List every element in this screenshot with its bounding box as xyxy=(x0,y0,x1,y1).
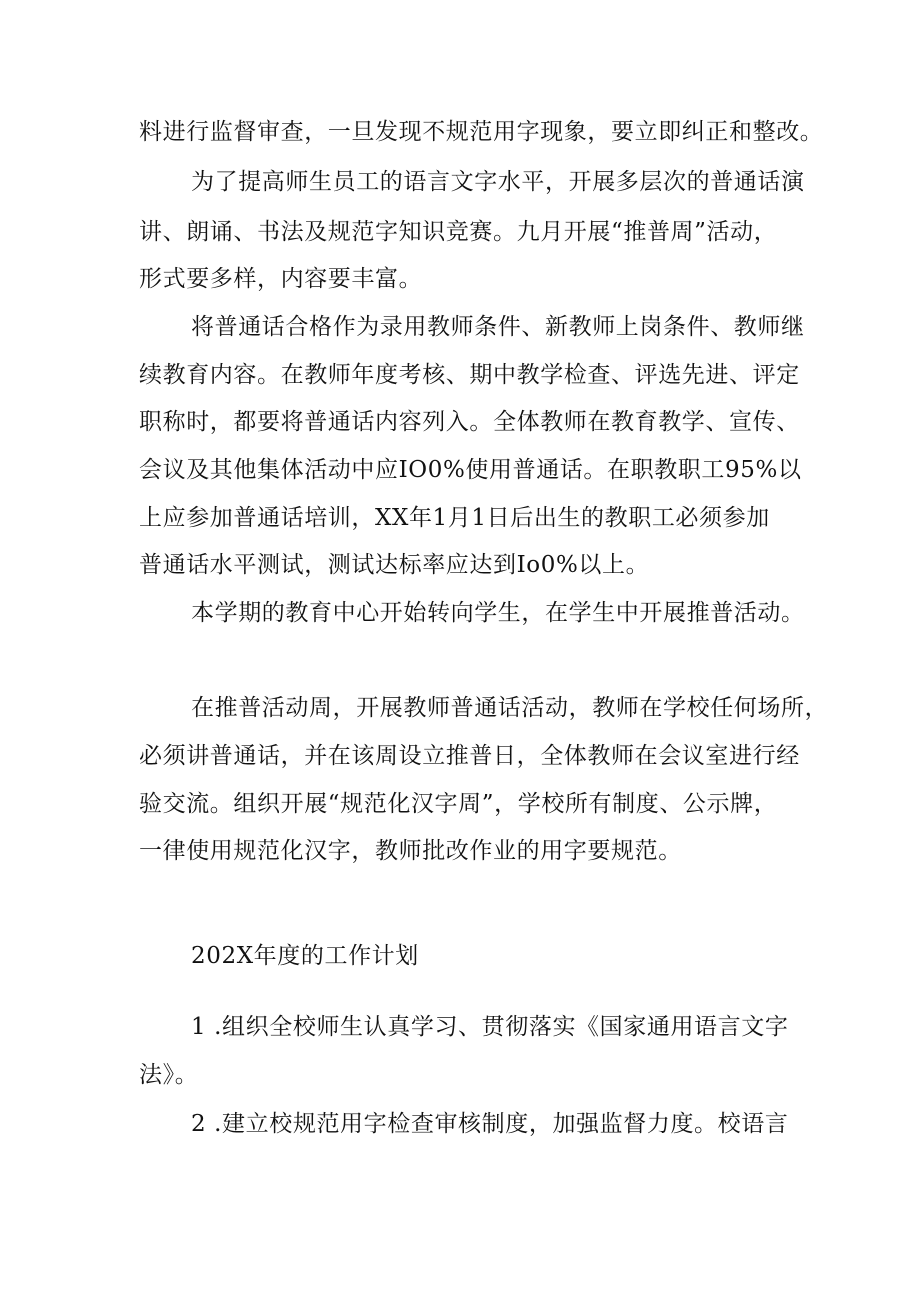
paragraph-line: 续教育内容。在教师年度考核、期中教学检查、评选先进、评定 xyxy=(139,362,800,388)
paragraph-line: 将普通话合格作为录用教师条件、新教师上岗条件、教师继 xyxy=(191,314,805,340)
paragraph-line: 普通话水平测试，测试达标率应达到Io0%以上。 xyxy=(139,552,650,578)
list-item-continuation: 法》。 xyxy=(139,1062,199,1088)
paragraph-line: 职称时，都要将普通话内容列入。全体教师在教育教学、宣传、 xyxy=(139,409,800,435)
paragraph-line: 验交流。组织开展“规范化汉字周”，学校所有制度、公示牌， xyxy=(139,791,778,817)
paragraph-line: 在推普活动周，开展教师普通话活动，教师在学校任何场所， xyxy=(191,695,829,721)
paragraph-line: 讲、朗诵、书法及规范字知识竞赛。九月开展“推普周”活动， xyxy=(139,219,778,245)
paragraph-line: 一律使用规范化汉字，教师批改作业的用字要规范。 xyxy=(139,838,682,864)
list-item: 1 .组织全校师生认真学习、贯彻落实《国家通用语言文字 xyxy=(191,1014,789,1040)
list-item: 2 .建立校规范用字检查审核制度，加强监督力度。校语言 xyxy=(191,1111,789,1137)
paragraph-line: 为了提高师生员工的语言文字水平，开展多层次的普通话演 xyxy=(191,169,805,195)
paragraph-line: 会议及其他集体活动中应IO0%使用普通话。在职教职工95%以 xyxy=(139,457,802,483)
paragraph-line: 必须讲普通话，并在该周设立推普日，全体教师在会议室进行经 xyxy=(139,743,800,769)
paragraph-line: 本学期的教育中心开始转向学生，在学生中开展推普活动。 xyxy=(191,600,805,626)
section-heading: 202X年度的工作计划 xyxy=(191,943,419,969)
paragraph-line: 上应参加普通话培训，XX年1月1日后出生的教职工必须参加 xyxy=(139,505,770,531)
paragraph-line: 料进行监督审查，一旦发现不规范用字现象，要立即纠正和整改。 xyxy=(139,119,824,145)
paragraph-line: 形式要多样，内容要丰富。 xyxy=(139,266,423,292)
